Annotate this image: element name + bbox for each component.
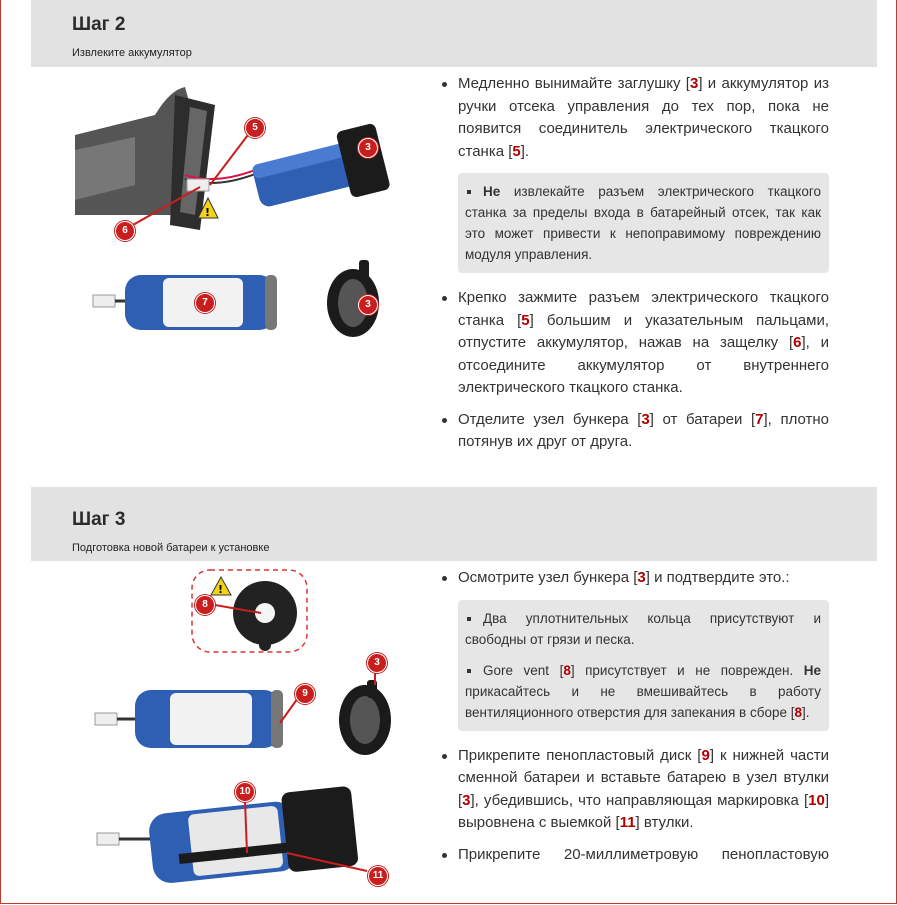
square-bullet-icon bbox=[467, 617, 471, 621]
callout-8: 8 bbox=[195, 595, 215, 615]
square-bullet-icon bbox=[467, 669, 471, 673]
step-2-warning-note: Не извлекайте разъем электрического ткацкого станка за пределы входа в батарейный отсек, так как это может привести к непоправимому повреждению модуля управления. bbox=[458, 173, 829, 273]
checklist-item-orings: Два уплотнительных кольца присутствуют и свободны от грязи и песка. bbox=[465, 610, 821, 647]
step-3-bullet-3: Прикрепите 20-миллиметровую пенопластовую bbox=[440, 844, 829, 867]
callout-11: 11 bbox=[368, 866, 388, 886]
callout-6: 6 bbox=[115, 221, 135, 241]
step-3-instructions bbox=[440, 567, 829, 866]
svg-text:!: ! bbox=[205, 206, 211, 219]
callout-3-bunker: 3 bbox=[367, 653, 387, 673]
step-3-title: Шаг 3 bbox=[72, 509, 126, 530]
square-bullet-icon bbox=[467, 190, 471, 194]
step-2-title: Шаг 2 bbox=[72, 14, 126, 35]
callout-10: 10 bbox=[235, 782, 255, 802]
step-3-illustration bbox=[75, 565, 415, 895]
step-2-header bbox=[31, 0, 877, 67]
step-3-subtitle: Подготовка новой батареи к установке bbox=[72, 542, 270, 554]
svg-text:!: ! bbox=[218, 583, 224, 596]
step-2-bullet-2: Крепко зажмите разъем электрического ткацкого станка [5] большим и указательным пальцами, отпустите аккумулятор, нажав на защелку [6], и отсоедините аккумулятор от внутреннего электрического ткацкого станка. bbox=[440, 287, 829, 400]
step-3-bullet-2: Прикрепите пенопластовый диск [9] к нижней части сменной батареи и вставьте батарею в узел втулки [3], убедившись, что направляющая маркировка [10] выровнена с выемкой [11] втулки. bbox=[440, 745, 829, 835]
step-2-subtitle: Извлеките аккумулятор bbox=[72, 47, 192, 59]
callout-9: 9 bbox=[295, 684, 315, 704]
step-2-instructions bbox=[440, 73, 829, 454]
step-2-bullet-1: Медленно вынимайте заглушку [3] и аккумулятор из ручки отсека управления до тех пор, пока не появится соединитель электрического ткацкого станка [5]. bbox=[440, 73, 829, 163]
step-3-bullet-1: Осмотрите узел бункера [3] и подтвердите это.: bbox=[440, 567, 829, 590]
callout-3: 3 bbox=[358, 138, 378, 158]
step-3-header bbox=[31, 487, 877, 561]
step-3-checklist-note bbox=[458, 600, 829, 731]
checklist-item-gore-vent: Gore vent [8] присутствует и не поврежден. Не прикасайтесь и не вмешивайтесь в работу вентиляционного отверстия для запекания в сборе [8]. bbox=[465, 662, 821, 720]
step-2-bullet-3: Отделите узел бункера [3] от батареи [7], плотно потянув их друг от друга. bbox=[440, 409, 829, 454]
callout-3-nozzle: 3 bbox=[358, 295, 378, 315]
callout-5: 5 bbox=[245, 118, 265, 138]
callout-7: 7 bbox=[195, 293, 215, 313]
